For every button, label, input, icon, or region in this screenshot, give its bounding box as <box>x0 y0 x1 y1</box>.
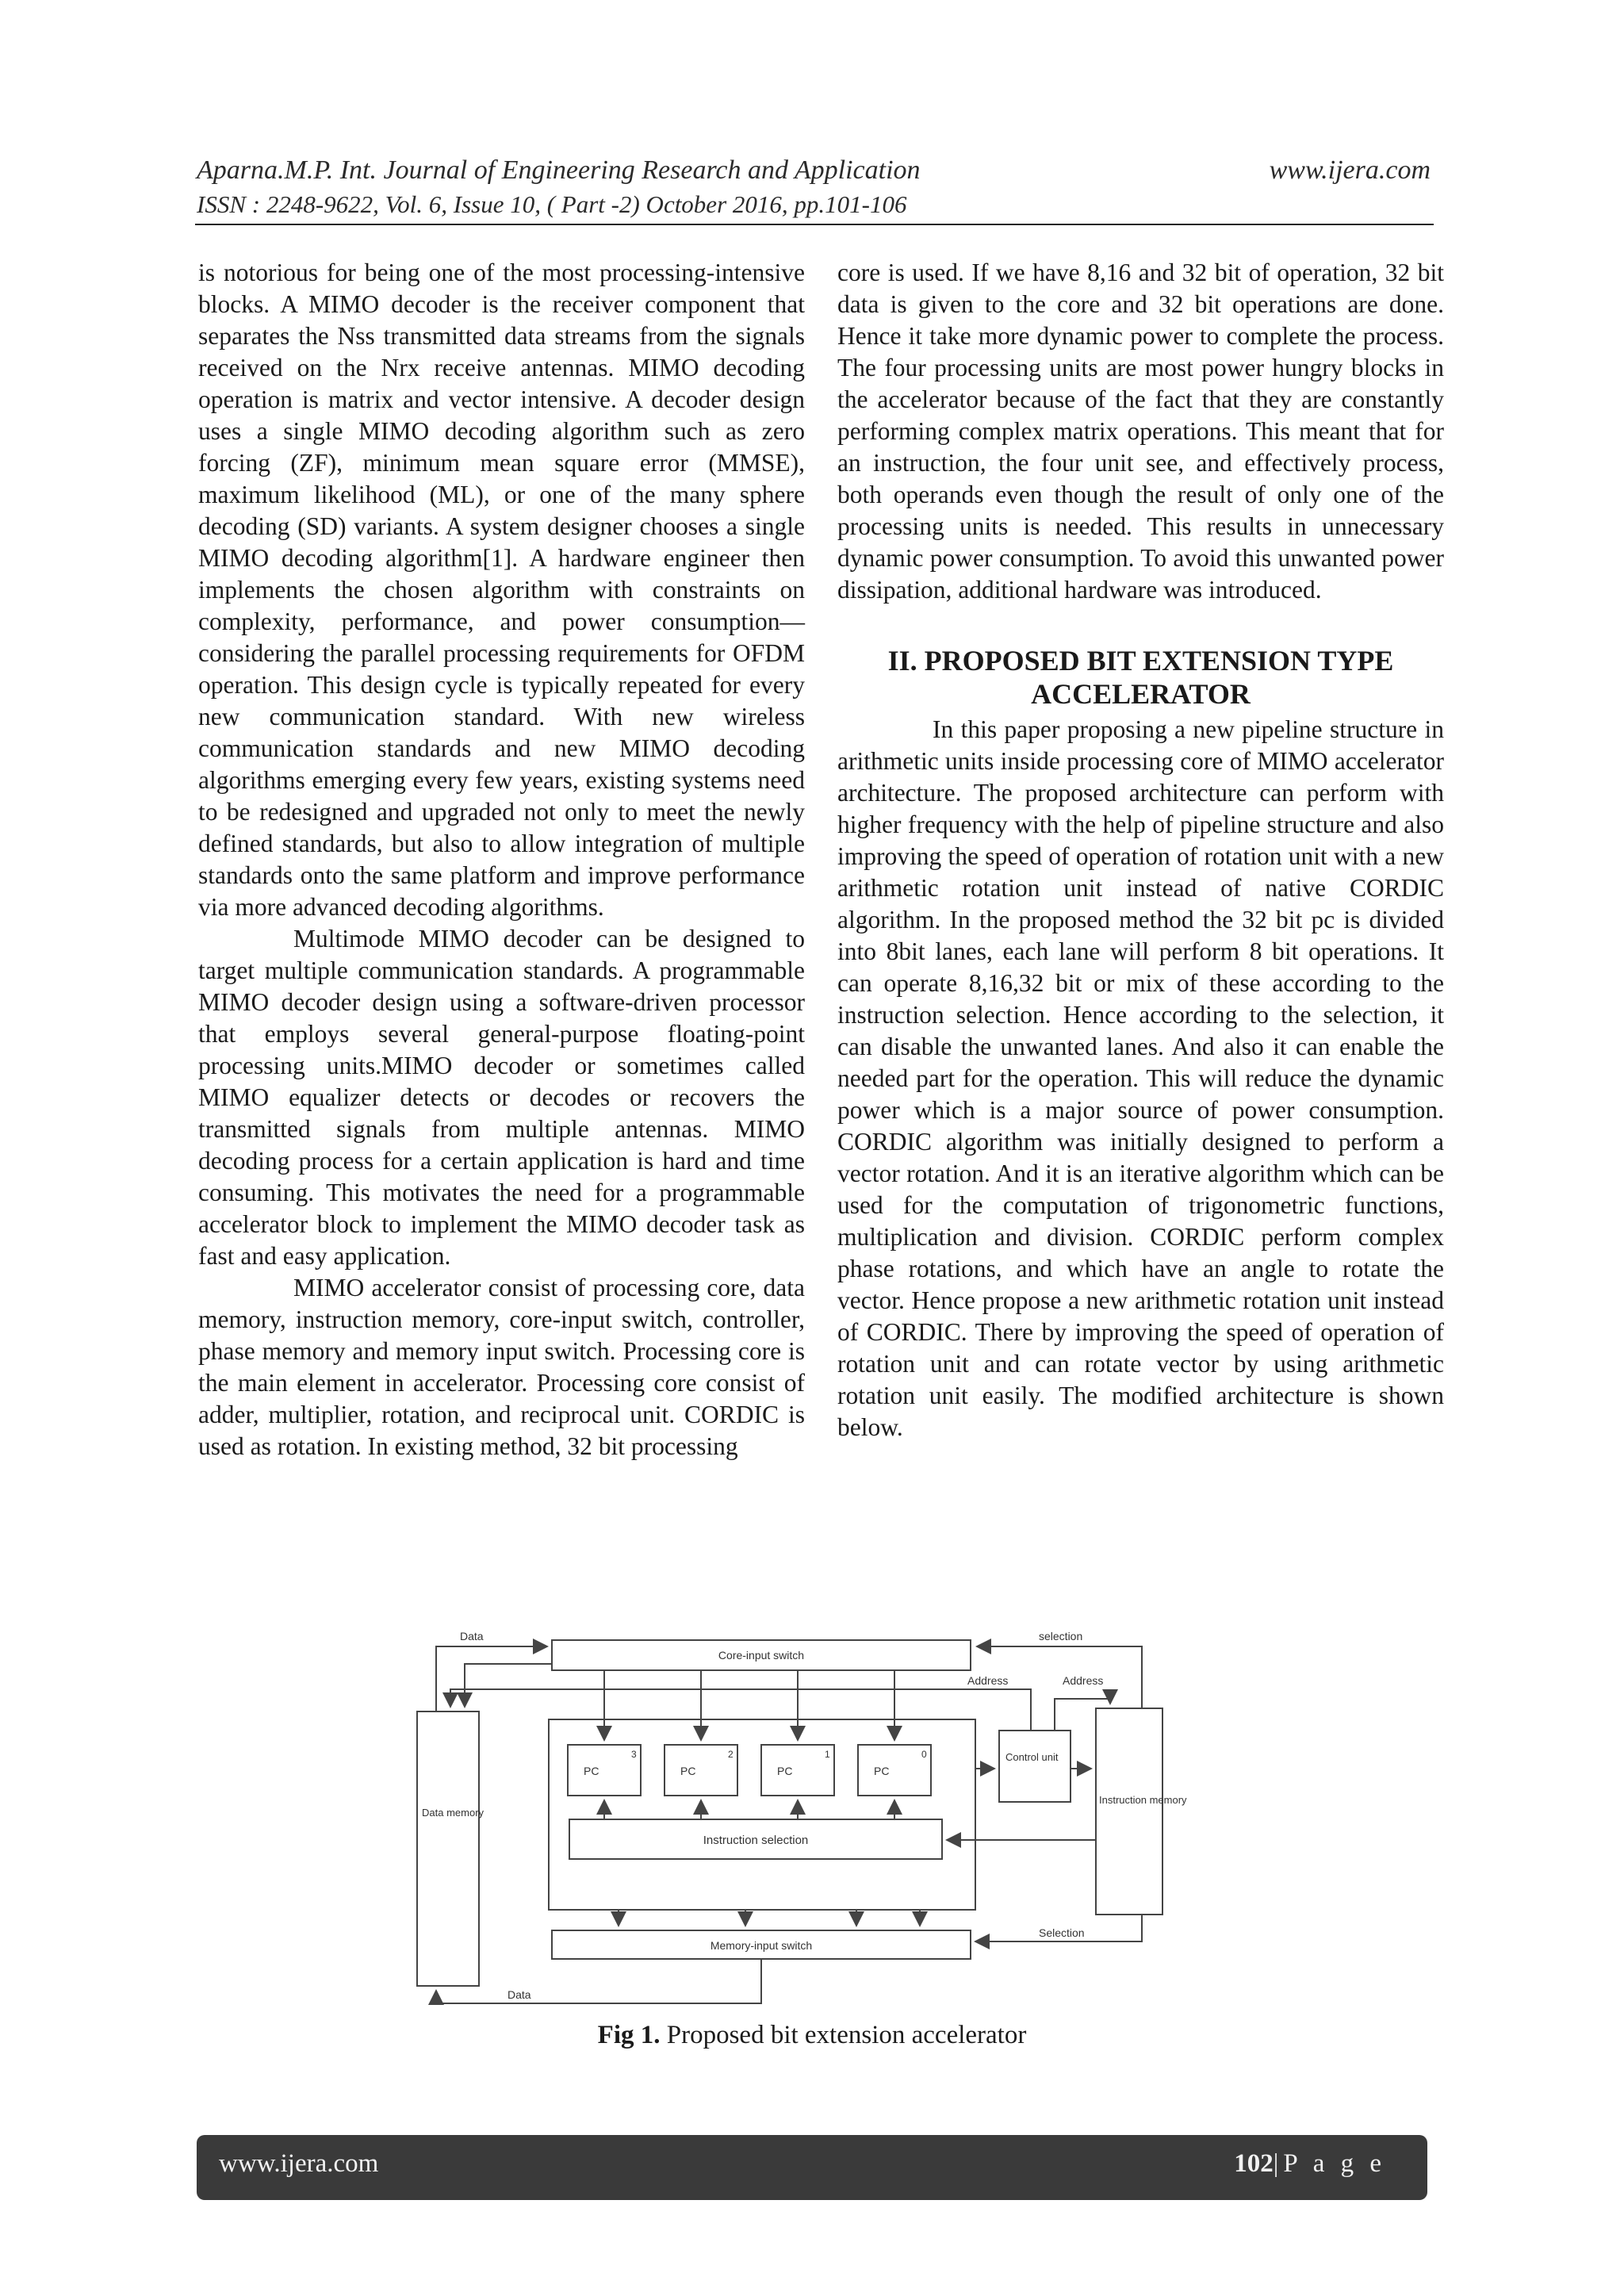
fig-label-instruction-selection: Instruction selection <box>703 1834 809 1847</box>
left-column <box>198 257 805 1462</box>
left-paragraph-1: is notorious for being one of the most processing-intensive blocks. A MIMO decoder is the receiver component that separates the Nss transmitted data streams from the signals received on the Nrx receive antennas. MIMO decoding operation is matrix and vector intensive. A decoder design uses a single MIMO decoding algorithm such as zero forcing (ZF), minimum mean square error (MMSE), maximum likelihood (ML), or one of the many sphere decoding (SD) variants. A system designer chooses a single MIMO decoding algorithm[1]. A hardware engineer then implements the chosen algorithm with constraints on complexity, performance, and power consumption—considering the parallel processing requirements for OFDM operation. This design cycle is typically repeated for every new communication standard. With new wireless communication standards and new MIMO decoding algorithms emerging every few years, existing systems need to be redesigned and upgraded not only to meet the newly defined standards, but also to allow integration of multiple standards onto the same platform and improve performance via more advanced decoding algorithms. <box>198 259 805 921</box>
fig-label-pc3-index: 3 <box>631 1749 637 1760</box>
footer-website[interactable]: www.ijera.com <box>219 2149 379 2178</box>
fig-label-address-1: Address <box>967 1674 1009 1687</box>
fig-label-address-2: Address <box>1063 1674 1104 1687</box>
pc-2-box <box>665 1745 737 1796</box>
fig-label-pc2: PC <box>680 1765 696 1777</box>
footer-page <box>1234 2149 1386 2179</box>
fig-label-data-bottom: Data <box>508 1988 531 2001</box>
header-rule <box>195 224 1434 225</box>
pc-3-box <box>568 1745 641 1796</box>
fig-label-data-memory: Data memory <box>422 1807 485 1819</box>
architecture-figure <box>412 1626 1221 2014</box>
control-unit-box <box>999 1731 1071 1802</box>
journal-title: Aparna.M.P. Int. Journal of Engineering Research and Application <box>197 155 921 185</box>
footer-bar <box>197 2135 1427 2200</box>
caption-label: Fig 1. <box>597 2021 661 2049</box>
fig-label-pc1-index: 1 <box>825 1749 830 1760</box>
fig-label-pc0-index: 0 <box>921 1749 927 1760</box>
caption-text: Proposed bit extension accelerator <box>660 2021 1027 2049</box>
journal-website[interactable]: www.ijera.com <box>1269 155 1431 185</box>
pc-1-box <box>761 1745 834 1796</box>
left-paragraph-2: Multimode MIMO decoder can be designed to target multiple communication standards. A programmable MIMO decoder design using a software-driven processor that employs several general-purpose floating-point processing units.MIMO decoder or sometimes called MIMO equalizer detects or decodes or recovers the transmitted signals from multiple antennas. MIMO decoding process for a certain application is hard and time consuming. This motivates the need for a programmable accelerator block to implement the MIMO decoder task as fast and easy application. <box>198 925 805 1270</box>
fig-label-selection-bottom: Selection <box>1039 1926 1085 1939</box>
section-title: II. PROPOSED BIT EXTENSION TYPE ACCELERATOR <box>887 645 1394 710</box>
right-column <box>837 257 1444 1443</box>
right-paragraph-1: core is used. If we have 8,16 and 32 bit of operation, 32 bit data is given to the core and 32 bit operations are done. Hence it take more dynamic power to complete the process. The four processing units are most power hungry blocks in the accelerator because of the fact that they are constantly performing complex matrix operations. This meant that for an instruction, the four unit see, and effectively process, both operands even though the result of only one of the processing units is needed. This results in unnecessary dynamic power consumption. To avoid this unwanted power dissipation, additional hardware was introduced. <box>837 259 1444 604</box>
fig-label-pc0: PC <box>874 1765 890 1777</box>
fig-label-pc3: PC <box>584 1765 599 1777</box>
fig-label-core-input-switch: Core-input switch <box>718 1649 805 1662</box>
left-paragraph-3: MIMO accelerator consist of processing core, data memory, instruction memory, core-input switch, controller, phase memory and memory input switch. Processing core is the main element in accelerator. Processing core consist of adder, multiplier, rotation, and reciprocal unit. CORDIC is used as rotation. In existing method, 32 bit processing <box>198 1274 805 1460</box>
fig-label-pc1: PC <box>777 1765 793 1777</box>
page-suffix: |P a g e <box>1273 2149 1386 2178</box>
fig-label-data-top: Data <box>460 1630 484 1642</box>
issn-line: ISSN : 2248-9622, Vol. 6, Issue 10, ( Part -2) October 2016, pp.101-106 <box>197 190 907 218</box>
fig-label-control-unit: Control unit <box>1005 1751 1059 1763</box>
fig-label-memory-input-switch: Memory-input switch <box>710 1939 813 1952</box>
figure-caption <box>0 2021 1624 2050</box>
page-number: 102 <box>1234 2149 1274 2178</box>
fig-label-pc2-index: 2 <box>728 1749 733 1760</box>
architecture-diagram <box>412 1626 1221 2014</box>
pc-0-box <box>858 1745 931 1796</box>
data-memory-box <box>417 1711 479 1986</box>
fig-label-selection-top: selection <box>1039 1630 1083 1642</box>
fig-label-instruction-memory: Instruction memory <box>1099 1794 1187 1806</box>
right-paragraph-2: In this paper proposing a new pipeline structure in arithmetic units inside processing core of MIMO accelerator architecture. The proposed architecture can perform with higher frequency with the help of pipeline structure and also improving the speed of operation of rotation unit with a new arithmetic rotation unit instead of native CORDIC algorithm. In the proposed method the 32 bit pc is divided into 8bit lanes, each lane will perform 8 bit operations. It can operate 8,16,32 bit or mix of these according to the instruction selection. Hence according to the selection, it can disable the unwanted lanes. And also it can enable the needed part for the operation. This will reduce the dynamic power which is a major source of power consumption. CORDIC algorithm was initially designed to perform a vector rotation. And it is an iterative algorithm which can be used for the computation of trigonometric functions, multiplication and division. CORDIC perform complex phase rotations, and which have an angle to rotate the vector. Hence propose a new arithmetic rotation unit instead of CORDIC. There by improving the speed of operation of rotation unit and can rotate vector by using arithmetic rotation unit easily. The modified architecture is shown below. <box>837 715 1444 1441</box>
instruction-memory-box <box>1096 1708 1162 1915</box>
